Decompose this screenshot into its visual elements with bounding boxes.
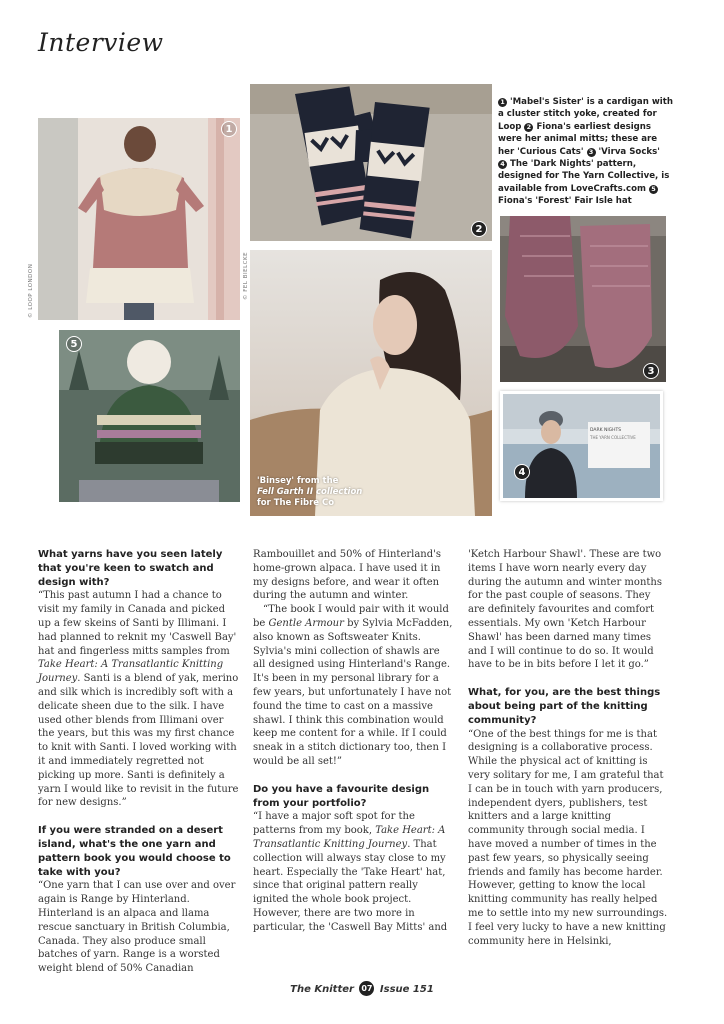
photo-dark-nights <box>500 391 663 501</box>
photo-socks <box>500 216 666 382</box>
article-column-1 <box>38 548 240 976</box>
issue-number: Issue 151 <box>379 984 434 995</box>
photo-credit-1: © LOOP LONDON <box>28 263 34 318</box>
page-number: 07 <box>359 981 374 996</box>
question-1: What yarns have you seen lately that you're keen to swatch and design with? <box>38 549 223 588</box>
caption-text: Fiona's earliest designs were her animal mitts; these are her 'Curious Cats' <box>498 121 658 157</box>
book-title: Take Heart: A Transatlantic Knitting Journey <box>38 659 224 685</box>
caption-text: 'Virva Socks' <box>598 146 660 157</box>
photo-number-3: 3 <box>643 363 659 379</box>
caption-line: for The Fibre Co <box>257 498 335 508</box>
answer-2-continued: Rambouillet and 50% of Hinterland's home-grown alpaca. I have used it in my designs before, and wear it often during the autumn and winter. <box>253 549 442 602</box>
photo-caption-binsey <box>257 476 362 509</box>
card-title: DARK NIGHTS <box>590 428 622 433</box>
answer-3 <box>253 603 455 769</box>
caption-line: Fell Garth II collection <box>257 487 363 497</box>
caption-text: The 'Dark Nights' pattern, designed for The Yarn Collective, is available from LoveCrafts.com <box>498 159 670 194</box>
photo-hat <box>59 330 240 502</box>
caption-line: 'Binsey' from the <box>257 476 339 486</box>
question-3: Do you have a favourite design from your portfolio? <box>253 783 430 809</box>
photo-cardigan <box>38 118 240 320</box>
photo-number-1: 1 <box>221 121 237 137</box>
caption-number: 5 <box>649 185 658 194</box>
answer-2: “One yarn that I can use over and over again is Range by Hinterland. Hinterland is an alpaca and llama rescue sanctuary in British Columbia, Canada. They also produce small batches of yarn. Range is a worsted weight blend of 50% Canadian <box>38 880 236 975</box>
card-subtitle: THE YARN COLLECTIVE <box>590 435 636 440</box>
caption-number: 4 <box>498 160 507 169</box>
question-4: What, for you, are the best things about being part of the knitting community? <box>468 687 661 726</box>
photo-number-2: 2 <box>471 221 487 237</box>
question-2: If you were stranded on a desert island, what's the one yarn and pattern book you would choose to take with you? <box>38 825 231 878</box>
caption-text: 'Mabel's Sister' is a cardigan with a cluster stitch yoke, created for Loop <box>498 97 673 132</box>
answer-text: by Sylvia McFadden, also known as Softsweater Knits. Sylvia's mini collection of shawls are all designed using Hinterland's Range. It's been in my personal library for a few years, but unfortunately I have not found the time to cast on a massive shawl. I think this combination would keep me content for a while. If I could sneak in a stitch dictionary too, then I would be all set!” <box>253 617 453 767</box>
answer-5: 'Ketch Harbour Shawl'. These are two items I have worn nearly every day during the autumn and winter months for the past couple of seasons. They are definitely favourites and comfort essentials. My own 'Ketch Harbour Shawl' has been darned many times and I will continue to do so. It would have to be in bits before I let it go.” <box>468 549 662 671</box>
answer-text: “I have a major soft spot for the patterns from my book, <box>253 811 415 837</box>
answer-text: . That collection will always stay close to my heart. Especially the 'Take Heart' hat, since that original pattern really ignited the whole book project. However, there are two more in particular, the 'Caswell Bay Mitts' and <box>253 838 448 933</box>
caption-number: 1 <box>498 98 507 107</box>
page-footer <box>0 981 724 996</box>
answer-6: “One of the best things for me is that designing is a collaborative process. While the physical act of knitting is very solitary for me, I am grateful that I can be in touch with yarn producers, independent dyers, publishers, test knitters and a large knitting community through social media. I have moved a number of times in the past few years, so physically seeing friends and family has become harder. However, getting to know the local knitting community has really helped me to settle into my new surroundings. I feel very lucky to have a new knitting community here in Helsinki, <box>468 728 668 947</box>
page-title: Interview <box>38 28 164 57</box>
answer-4 <box>253 810 455 934</box>
photo-credit-center: © FEL BIELCKE <box>243 251 249 300</box>
answer-text: “This past autumn I had a chance to visit my family in Canada and picked up a few skeins of Santi by Illimani. I had planned to reknit my 'Caswell Bay' hat and fingerless mitts samples from <box>38 590 237 657</box>
caption-number: 3 <box>587 148 596 157</box>
article-column-2 <box>253 548 455 935</box>
answer-text: “The book I would pair with it would be <box>253 604 449 629</box>
book-title: Gentle Armour <box>268 617 344 629</box>
caption-number: 2 <box>524 123 533 132</box>
photo-mitts <box>250 84 492 241</box>
magazine-name: The Knitter <box>290 984 354 995</box>
answer-text: . Santi is a blend of yak, merino and silk which is incredibly soft with a delicate sheen due to the silk. I have used other blends from Illimani over the years, but this was my first chance to knit with Santi. I loved working with it and immediately regretted not picking up more. Santi is definitely a yarn I would like to revisit in the future for new designs.” <box>38 673 239 809</box>
caption-text: Fiona's 'Forest' Fair Isle hat <box>498 196 632 207</box>
photo-number-4: 4 <box>514 464 530 480</box>
article-column-3 <box>468 548 670 948</box>
photo-captions <box>498 96 673 208</box>
book-title: Take Heart: A Transatlantic Knitting Journey <box>253 825 446 850</box>
answer-1 <box>38 589 240 810</box>
photo-number-5: 5 <box>66 336 82 352</box>
